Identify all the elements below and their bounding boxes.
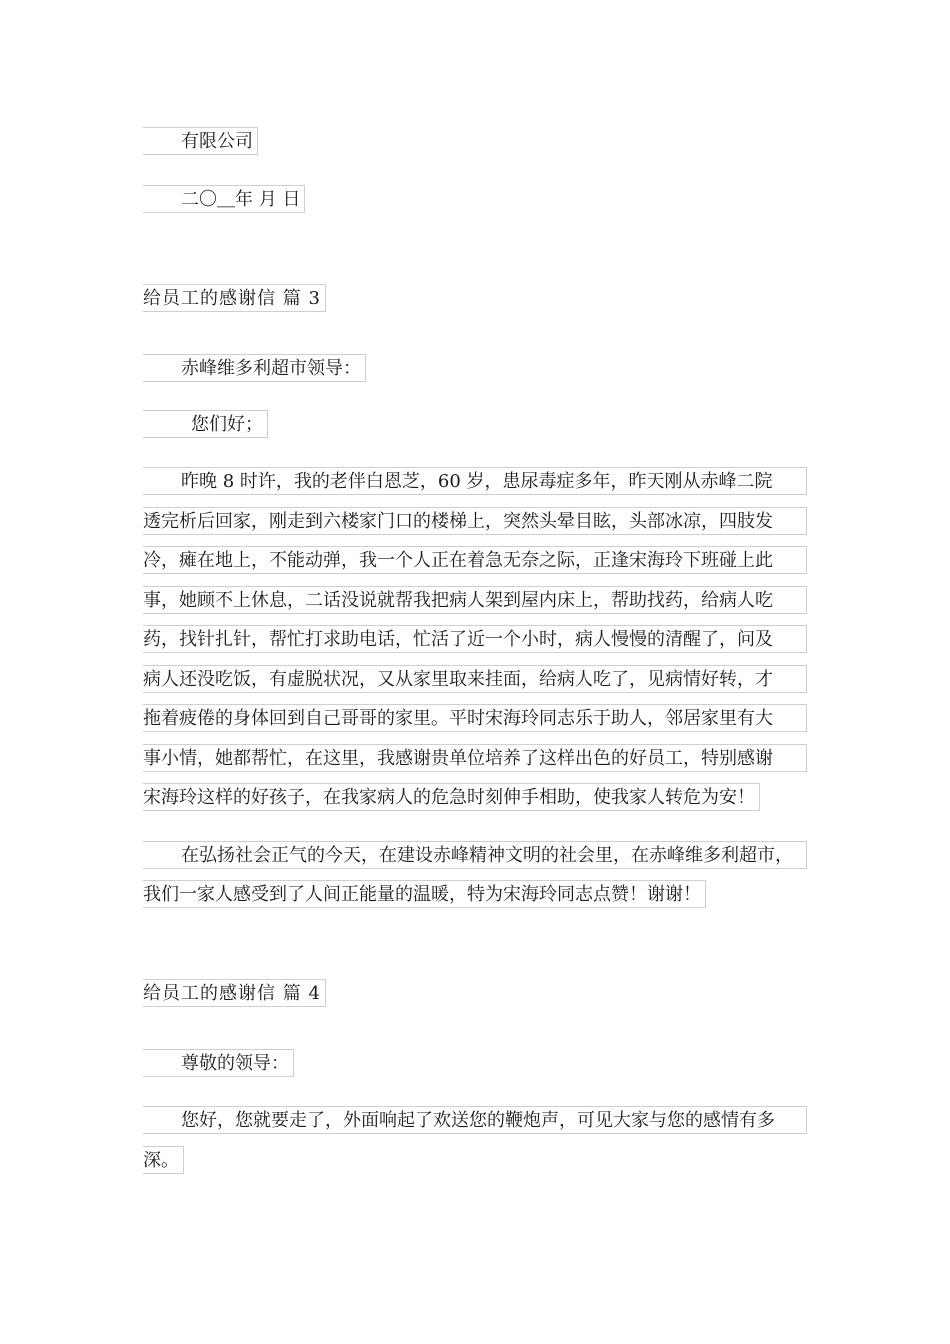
letter3-p2-line: 在弘扬社会正气的今天，在建设赤峰精神文明的社会里，在赤峰维多利超市， [143,841,807,869]
letter3-p1-line: 拖着疲倦的身体回到自己哥哥的家里。平时宋海玲同志乐于助人，邻居家里有大 [143,704,807,732]
letter3-p1-line: 事，她顾不上休息，二话没说就帮我把病人架到屋内床上，帮助找药，给病人吃 [143,586,807,614]
letter4-title: 给员工的感谢信 篇 4 [143,979,326,1007]
letter4-salutation: 尊敬的领导： [143,1049,294,1077]
letter4-p1-line: 深。 [143,1146,184,1174]
company-line: 有限公司 [143,127,258,155]
letter3-p1-line: 昨晚 8 时许，我的老伴白恩芝，60 岁，患尿毒症多年，昨天刚从赤峰二院 [143,467,807,495]
letter3-greeting: 您们好； [143,410,268,438]
letter3-p1-line: 透完析后回家，刚走到六楼家门口的楼梯上，突然头晕目眩，头部冰凉，四肢发 [143,507,807,535]
letter3-title: 给员工的感谢信 篇 3 [143,284,326,312]
letter3-salutation: 赤峰维多利超市领导： [143,354,366,382]
letter3-p1-line: 病人还没吃饭，有虚脱状况，又从家里取来挂面，给病人吃了，见病情好转，才 [143,665,807,693]
letter3-p1-line: 事小情，她都帮忙，在这里，我感谢贵单位培养了这样出色的好员工，特别感谢 [143,744,807,772]
letter3-p2-line: 我们一家人感受到了人间正能量的温暖，特为宋海玲同志点赞！谢谢！ [143,880,706,908]
letter3-p1-line: 宋海玲这样的好孩子，在我家病人的危急时刻伸手相助，使我家人转危为安！ [143,783,760,811]
letter4-p1-line: 您好，您就要走了，外面响起了欢送您的鞭炮声，可见大家与您的感情有多 [143,1106,807,1134]
date-line: 二〇＿年 月 日 [143,185,305,213]
letter3-p1-line: 冷，瘫在地上，不能动弹，我一个人正在着急无奈之际，正逢宋海玲下班碰上此 [143,546,807,574]
letter3-p1-line: 药，找针扎针，帮忙打求助电话，忙活了近一个小时，病人慢慢的清醒了，问及 [143,625,807,653]
